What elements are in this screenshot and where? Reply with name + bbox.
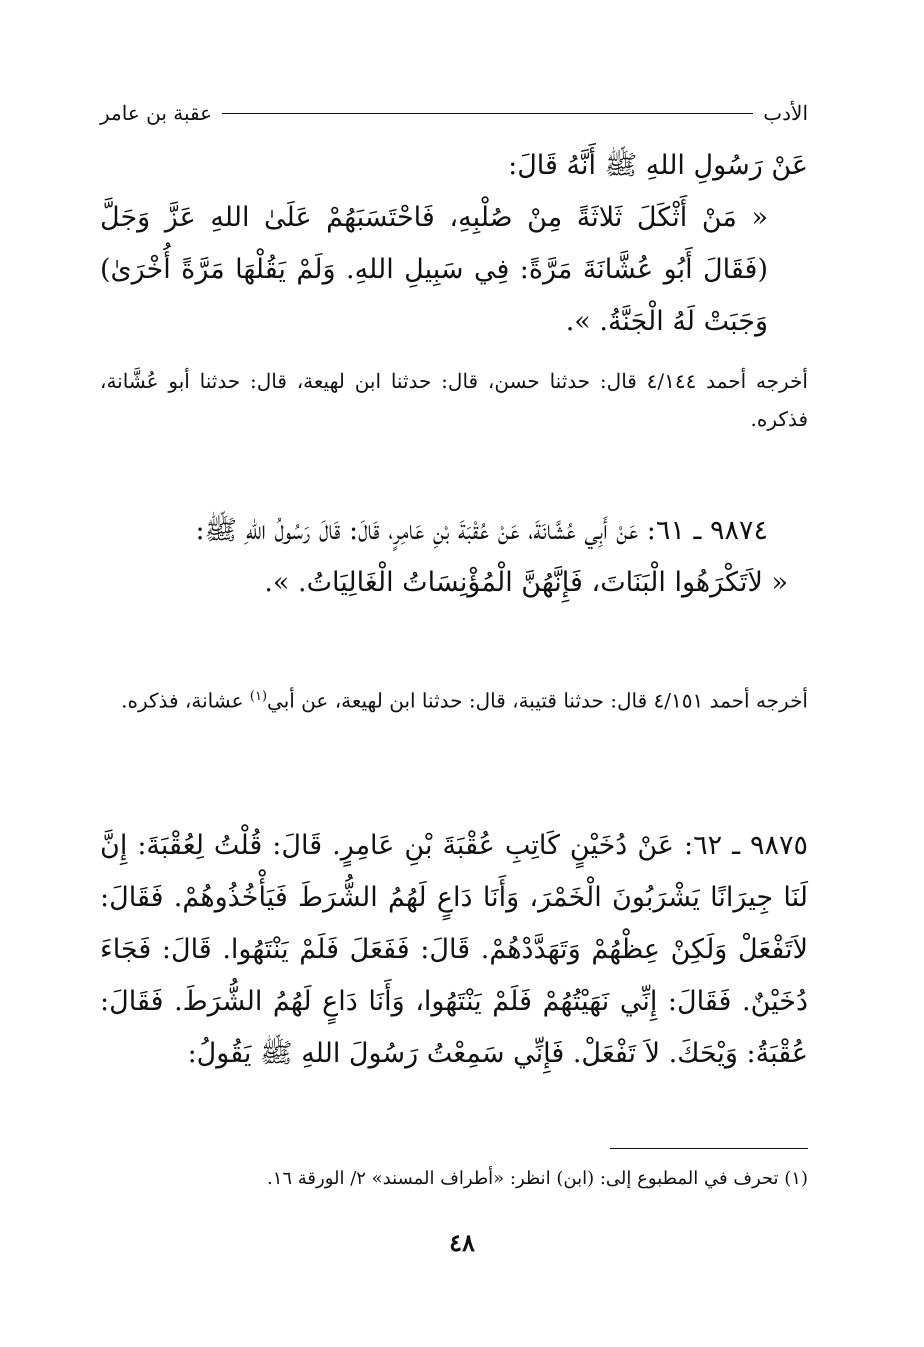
footnote-rule — [610, 1148, 808, 1149]
takhrij-2-text-end: عشانة، فذكره. — [121, 688, 250, 713]
takhrij-2 — [100, 678, 848, 720]
header-section-title: عقبة بن عامر — [100, 101, 213, 125]
hadith-1-text: « مَنْ أَثْكَلَ ثَلاثَةً مِنْ صُلْبِهِ، فَاحْتَسَبَهُمْ عَلَىٰ اللهِ عَزَّ وَجَلَّ (فَقَالَ أَبُو عُشَّانَةَ مَرَّةً: فِي سَبِيلِ اللهِ. وَلَمْ يَقُلْهَا مَرَّةً أُخْرَىٰ) وَجَبَتْ لَهُ الْجَنَّةُ. ». — [100, 202, 768, 337]
hadith-2-quote: « لاَتَكْرَهُوا الْبَنَاتَ، فَإِنَّهُنَّ الْمُؤْنِسَاتُ الْغَالِيَاتُ. ». — [264, 567, 788, 598]
footnote: (١) تحرف في المطبوع إلى: (ابن) انظر: «أطراف المسند» ٢/ الورقة ١٦. — [266, 1168, 808, 1189]
takhrij-2-text: أخرجه أحمد ٤/١٥١ قال: حدثنا قتيبة، قال: حدثنا ابن لهيعة، عن أبي — [267, 688, 808, 713]
footnote-marker: (١) — [249, 689, 268, 704]
hadith-1 — [100, 140, 808, 348]
hadith-3: ٩٨٧٥ ـ ٦٢: عَنْ دُخَيْنٍ كَاتِبِ عُقْبَةَ بْنِ عَامِرٍ. قَالَ: قُلْتُ لِعُقْبَةَ: إِنَّ لَنَا جِيرَانًا يَشْرَبُونَ الْخَمْرَ، وَأَنَا دَاعٍ لَهُمُ الشُّرَطَ فَيَأْخُذُوهُمْ. فَقَالَ: لاَتَفْعَلْ وَلَكِنْ عِظْهُمْ وَتَهَدَّدْهُمْ. قَالَ: فَفَعَلَ فَلَمْ يَنْتَهُوا. قَالَ: فَجَاءَ دُخَيْنٌ. فَقَالَ: إِنِّي نَهَيْتُهُمْ فَلَمْ يَنْتَهُوا، وَأَنَا دَاعٍ لَهُمُ الشُّرَطَ. فَقَالَ: عُقْبَةُ: وَيْحَكَ. لاَ تَفْعَلْ. فَإِنِّي سَمِعْتُ رَسُولَ اللهِ ﷺ يَقُولُ: — [100, 830, 808, 1069]
takhrij-1: أخرجه أحمد ٤/١٤٤ قال: حدثنا حسن، قال: حدثنا ابن لهيعة، قال: حدثنا أبو عُشَّانة، فذكره. — [100, 369, 808, 431]
header-chapter-title: الأدب — [763, 101, 808, 125]
page-number: ٤٨ — [449, 1228, 475, 1257]
hadith-2 — [100, 505, 808, 609]
hadith-1-intro: عَنْ رَسُولِ اللهِ ﷺ أَنَّهُ قَالَ: — [508, 150, 808, 181]
running-header — [100, 98, 808, 128]
header-rule — [222, 113, 753, 114]
hadith-2-isnad: ٩٨٧٤ ـ ٦١: عَنْ أَبِي عُشَّانَةَ، عَنْ عُقْبَةَ بْنِ عَامِرٍ، قَالَ: قَالَ رَسُولُ اللهِ ﷺ: — [195, 515, 768, 546]
